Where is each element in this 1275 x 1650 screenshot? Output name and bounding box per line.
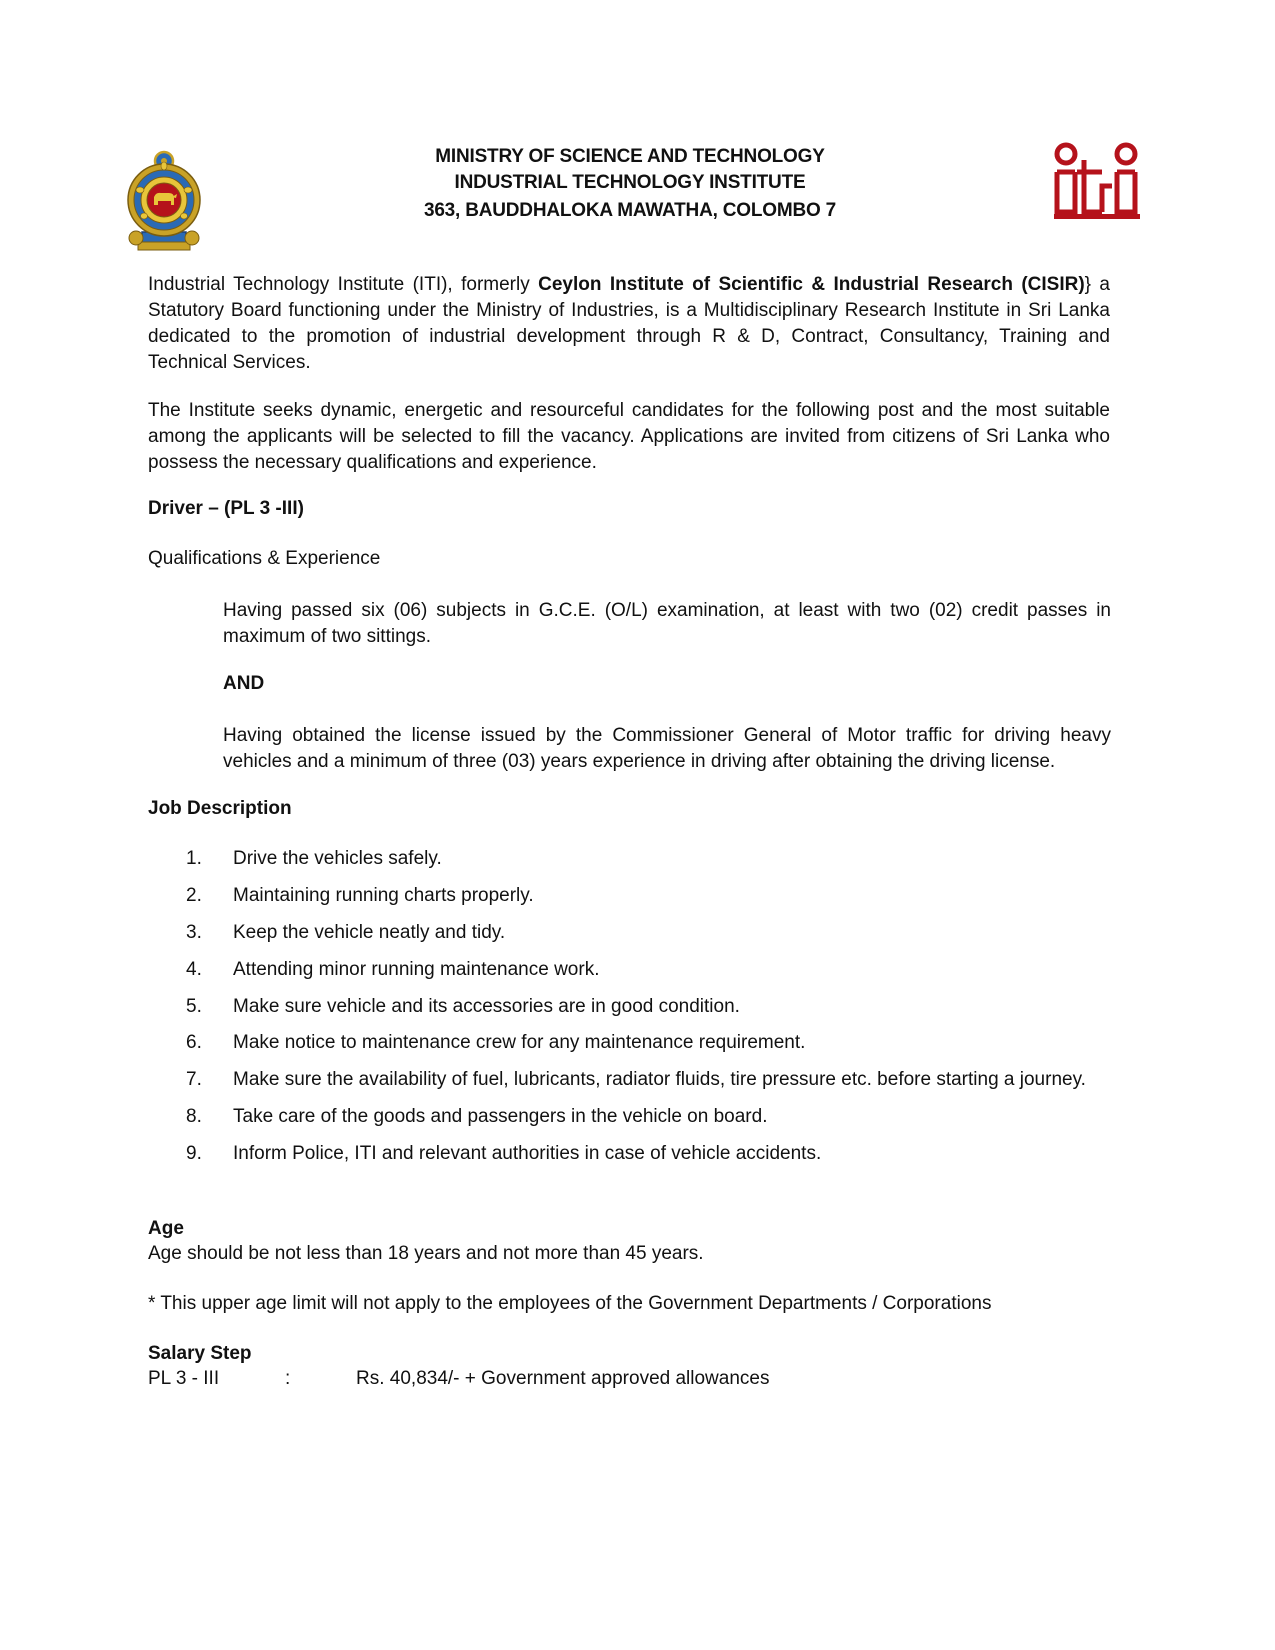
list-item-text: Take care of the goods and passengers in the vehicle on board. xyxy=(233,1106,768,1127)
list-item-text: Attending minor running maintenance work. xyxy=(233,959,600,980)
age-text: Age should be not less than 18 years and not more than 45 years. xyxy=(148,1243,704,1264)
list-item xyxy=(186,922,1086,946)
iti-logo-icon xyxy=(1052,140,1144,224)
qualification-and: AND xyxy=(223,673,265,694)
seeks-paragraph: The Institute seeks dynamic, energetic and resourceful candidates for the following post and the most suitable among the applicants will be selected to fill the vacancy. Applications are invited from citizens of Sri Lanka who possess the necessary qualifications and experience. xyxy=(148,400,1110,473)
list-item-number: 3. xyxy=(186,922,202,943)
list-item xyxy=(186,996,1086,1020)
list-item-number: 6. xyxy=(186,1032,202,1053)
salary-row xyxy=(148,1368,1048,1392)
list-item-text: Make sure the availability of fuel, lubricants, radiator fluids, tire pressure etc. before starting a journey. xyxy=(233,1069,1086,1090)
list-item xyxy=(186,1106,1086,1130)
qualification-item-2: Having obtained the license issued by the Commissioner General of Motor traffic for driving heavy vehicles and a minimum of three (03) years experience in driving after obtaining the driving license. xyxy=(223,725,1111,772)
list-item-number: 5. xyxy=(186,996,202,1017)
qualifications-heading: Qualifications & Experience xyxy=(148,548,381,569)
salary-heading: Salary Step xyxy=(148,1343,252,1364)
post-title: Driver – (PL 3 -III) xyxy=(148,498,304,519)
job-description-heading: Job Description xyxy=(148,798,292,819)
list-item-number: 9. xyxy=(186,1143,202,1164)
intro-text-bold: Ceylon Institute of Scientific & Industrial Research (CISIR) xyxy=(538,274,1085,295)
intro-text-1: Industrial Technology Institute (ITI), formerly xyxy=(148,274,539,295)
age-note: * This upper age limit will not apply to the employees of the Government Departments / Corporations xyxy=(148,1293,992,1314)
sri-lanka-emblem-icon xyxy=(124,150,204,252)
institute-title: INDUSTRIAL TECHNOLOGY INSTITUTE xyxy=(454,172,806,193)
list-item-number: 1. xyxy=(186,848,202,869)
intro-text-2: } a Statutory Board functioning under the Ministry of Industries, is a Multidisciplinary Research Institute in Sri Lanka dedicated to the promotion of industrial development through R & D, Contract, Consultancy, Training and Technical Services. xyxy=(148,274,1110,373)
list-item-text: Keep the vehicle neatly and tidy. xyxy=(233,922,506,943)
ministry-title: MINISTRY OF SCIENCE AND TECHNOLOGY xyxy=(435,146,825,167)
list-item xyxy=(186,1069,1086,1093)
salary-amount: Rs. 40,834/- + Government approved allowances xyxy=(356,1368,770,1389)
list-item xyxy=(186,1032,1086,1056)
list-item xyxy=(186,1143,1086,1167)
list-item-number: 4. xyxy=(186,959,202,980)
list-item-text: Make sure vehicle and its accessories are in good condition. xyxy=(233,996,740,1017)
institute-address: 363, BAUDDHALOKA MAWATHA, COLOMBO 7 xyxy=(423,200,837,221)
list-item xyxy=(186,959,1086,983)
list-item-text: Drive the vehicles safely. xyxy=(233,848,442,869)
list-item-number: 7. xyxy=(186,1069,202,1090)
list-item-text: Inform Police, ITI and relevant authorities in case of vehicle accidents. xyxy=(233,1143,822,1164)
salary-colon: : xyxy=(285,1368,291,1389)
age-heading: Age xyxy=(148,1218,184,1239)
list-item xyxy=(186,848,1086,872)
salary-grade: PL 3 - III xyxy=(148,1368,220,1389)
list-item-text: Maintaining running charts properly. xyxy=(233,885,534,906)
list-item xyxy=(186,885,1086,909)
list-item-number: 8. xyxy=(186,1106,202,1127)
intro-paragraph xyxy=(148,272,1110,376)
list-item-number: 2. xyxy=(186,885,202,906)
list-item-text: Make notice to maintenance crew for any maintenance requirement. xyxy=(233,1032,806,1053)
qualification-item-1: Having passed six (06) subjects in G.C.E. (O/L) examination, at least with two (02) credit passes in maximum of two sittings. xyxy=(223,600,1111,647)
